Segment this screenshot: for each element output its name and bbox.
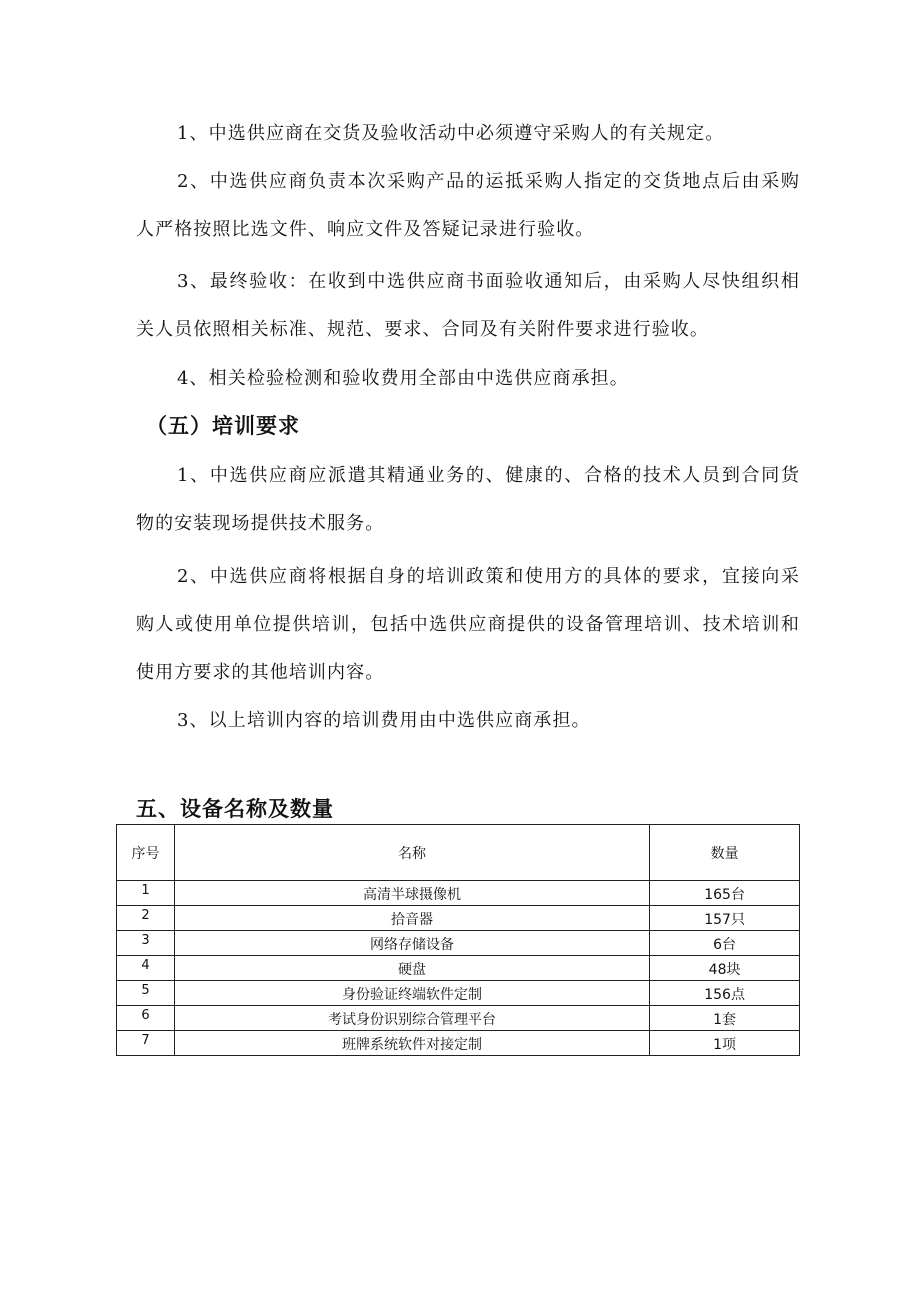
acceptance-item-4: 4、相关检验检测和验收费用全部由中选供应商承担。	[177, 368, 629, 389]
equipment-table	[116, 824, 800, 1056]
training-item-2: 2、中选供应商将根据自身的培训政策和使用方的具体的要求，宜接向采购人或使用单位提供培训，包括中选供应商提供的设备管理培训、技术培训和使用方要求的其他培训内容。	[136, 566, 800, 683]
table-row	[117, 956, 800, 981]
row-qty: 1项	[650, 1031, 800, 1056]
row-qty: 1套	[650, 1006, 800, 1031]
row-qty: 48块	[650, 956, 800, 981]
row-seq: 6	[117, 1006, 175, 1031]
row-qty: 165台	[650, 881, 800, 906]
row-seq: 3	[117, 931, 175, 956]
training-item-3: 3、以上培训内容的培训费用由中选供应商承担。	[177, 710, 591, 731]
table-row	[117, 881, 800, 906]
row-qty: 157只	[650, 906, 800, 931]
row-name: 身份验证终端软件定制	[174, 981, 649, 1006]
row-seq: 7	[117, 1031, 175, 1056]
acceptance-item-1: 1、中选供应商在交货及验收活动中必须遵守采购人的有关规定。	[177, 123, 725, 144]
acceptance-item-2: 2、中选供应商负责本次采购产品的运抵采购人指定的交货地点后由采购人严格按照比选文件、响应文件及答疑记录进行验收。	[136, 171, 800, 240]
row-qty: 6台	[650, 931, 800, 956]
table-row	[117, 931, 800, 956]
training-heading: （五）培训要求	[146, 414, 300, 438]
acceptance-item-3: 3、最终验收：在收到中选供应商书面验收通知后，由采购人尽快组织相关人员依照相关标准、规范、要求、合同及有关附件要求进行验收。	[136, 271, 800, 340]
row-name: 班牌系统软件对接定制	[174, 1031, 649, 1056]
col-header-qty: 数量	[650, 825, 800, 881]
table-row	[117, 1031, 800, 1056]
row-name: 网络存储设备	[174, 931, 649, 956]
table-row	[117, 981, 800, 1006]
equipment-section-heading: 五、设备名称及数量	[136, 797, 334, 821]
col-header-seq: 序号	[117, 825, 175, 881]
table-row	[117, 906, 800, 931]
table-row	[117, 1006, 800, 1031]
row-seq: 5	[117, 981, 175, 1006]
row-seq: 2	[117, 906, 175, 931]
row-name: 高清半球摄像机	[174, 881, 649, 906]
row-seq: 1	[117, 881, 175, 906]
row-seq: 4	[117, 956, 175, 981]
row-name: 考试身份识别综合管理平台	[174, 1006, 649, 1031]
col-header-name: 名称	[174, 825, 649, 881]
row-name: 硬盘	[174, 956, 649, 981]
row-qty: 156点	[650, 981, 800, 1006]
training-item-1: 1、中选供应商应派遣其精通业务的、健康的、合格的技术人员到合同货物的安装现场提供技术服务。	[136, 465, 800, 534]
table-header-row	[117, 825, 800, 881]
row-name: 拾音器	[174, 906, 649, 931]
